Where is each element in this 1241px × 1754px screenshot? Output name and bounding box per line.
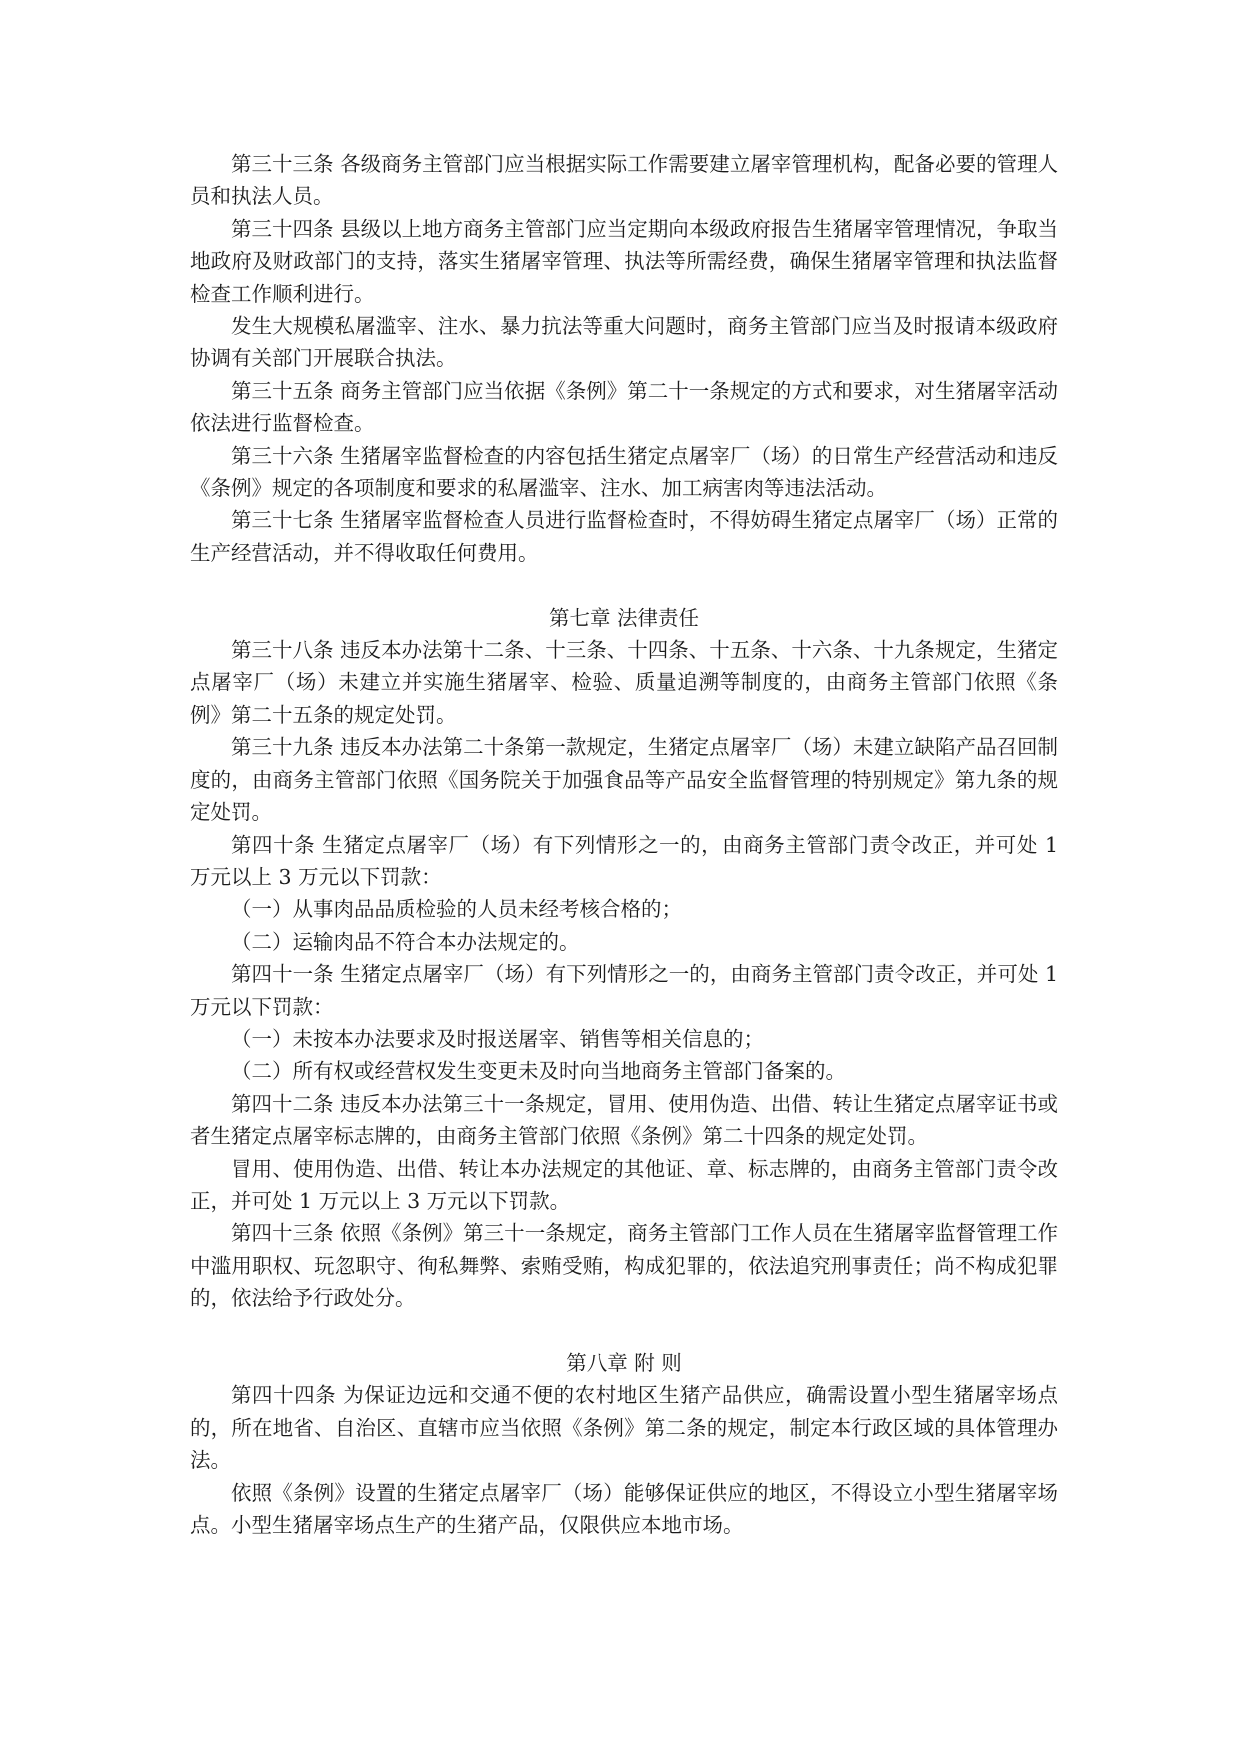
article-40-item-2: （二）运输肉品不符合本办法规定的。 bbox=[231, 929, 580, 954]
article-33: 第三十三条 各级商务主管部门应当根据实际工作需要建立屠宰管理机构，配备必要的管理人员和执法人员。 bbox=[190, 152, 1058, 209]
article-41-item-2: （二）所有权或经营权发生变更未及时向当地商务主管部门备案的。 bbox=[231, 1059, 846, 1084]
article-40: 第四十条 生猪定点屠宰厂（场）有下列情形之一的，由商务主管部门责令改正，并可处 1 万元以上 3 万元以下罚款： bbox=[190, 832, 1058, 889]
article-42-para-2: 冒用、使用伪造、出借、转让本办法规定的其他证、章、标志牌的，由商务主管部门责令改正，并可处 1 万元以上 3 万元以下罚款。 bbox=[190, 1156, 1058, 1213]
section-spacer bbox=[190, 1315, 1058, 1347]
article-42: 第四十二条 违反本办法第三十一条规定，冒用、使用伪造、出借、转让生猪定点屠宰证书或者生猪定点屠宰标志牌的，由商务主管部门依照《条例》第二十四条的规定处罚。 bbox=[190, 1091, 1058, 1149]
document-page bbox=[190, 148, 1058, 1541]
section-spacer bbox=[190, 569, 1058, 601]
article-41: 第四十一条 生猪定点屠宰厂（场）有下列情形之一的，由商务主管部门责令改正，并可处 1 万元以下罚款： bbox=[190, 962, 1058, 1019]
article-38: 第三十八条 违反本办法第十二条、十三条、十四条、十五条、十六条、十九条规定，生猪定点屠宰厂（场）未建立并实施生猪屠宰、检验、质量追溯等制度的，由商务主管部门依照《条例》第二十五条的规定处罚。 bbox=[190, 638, 1058, 727]
article-34-para-2: 发生大规模私屠滥宰、注水、暴力抗法等重大问题时，商务主管部门应当及时报请本级政府协调有关部门开展联合执法。 bbox=[190, 314, 1058, 371]
chapter-8-heading: 第八章 附 则 bbox=[566, 1351, 682, 1375]
article-43: 第四十三条 依照《条例》第三十一条规定，商务主管部门工作人员在生猪屠宰监督管理工作中滥用职权、玩忽职守、徇私舞弊、索贿受贿，构成犯罪的，依法追究刑事责任；尚不构成犯罪的，依法给予行政处分。 bbox=[190, 1221, 1058, 1311]
article-37: 第三十七条 生猪屠宰监督检查人员进行监督检查时，不得妨碍生猪定点屠宰厂（场）正常的生产经营活动，并不得收取任何费用。 bbox=[190, 508, 1058, 565]
article-44-para-2: 依照《条例》设置的生猪定点屠宰厂（场）能够保证供应的地区，不得设立小型生猪屠宰场点。小型生猪屠宰场点生产的生猪产品，仅限供应本地市场。 bbox=[190, 1480, 1058, 1538]
article-34: 第三十四条 县级以上地方商务主管部门应当定期向本级政府报告生猪屠宰管理情况，争取当地政府及财政部门的支持，落实生猪屠宰管理、执法等所需经费，确保生猪屠宰管理和执法监督检查工作顺利进行。 bbox=[190, 216, 1058, 306]
article-36: 第三十六条 生猪屠宰监督检查的内容包括生猪定点屠宰厂（场）的日常生产经营活动和违反《条例》规定的各项制度和要求的私屠滥宰、注水、加工病害肉等违法活动。 bbox=[190, 443, 1058, 501]
article-41-item-1: （一）未按本办法要求及时报送屠宰、销售等相关信息的； bbox=[231, 1026, 764, 1051]
article-35: 第三十五条 商务主管部门应当依据《条例》第二十一条规定的方式和要求，对生猪屠宰活动依法进行监督检查。 bbox=[190, 378, 1058, 436]
chapter-7-heading: 第七章 法律责任 bbox=[548, 605, 700, 630]
article-40-item-1: （一）从事肉品品质检验的人员未经考核合格的； bbox=[231, 897, 682, 922]
article-44: 第四十四条 为保证边远和交通不便的农村地区生猪产品供应，确需设置小型生猪屠宰场点的，所在地省、自治区、直辖市应当依照《条例》第二条的规定，制定本行政区域的具体管理办法。 bbox=[190, 1383, 1058, 1473]
article-39: 第三十九条 违反本办法第二十条第一款规定，生猪定点屠宰厂（场）未建立缺陷产品召回制度的，由商务主管部门依照《国务院关于加强食品等产品安全监督管理的特别规定》第九条的规定处罚。 bbox=[190, 735, 1058, 825]
